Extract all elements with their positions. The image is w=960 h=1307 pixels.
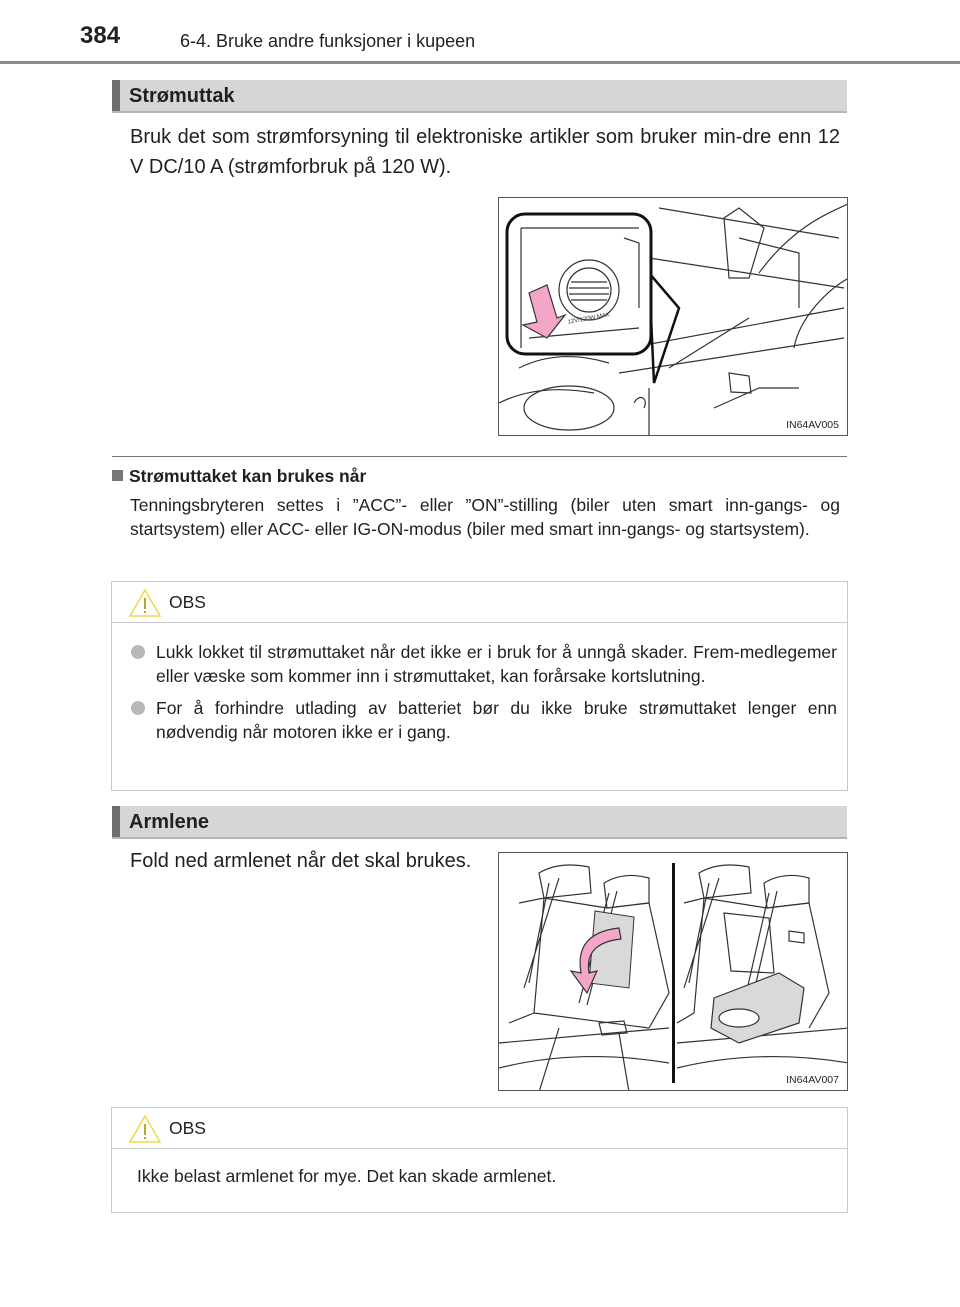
usage-text: Tenningsbryteren settes i ”ACC”- eller ”ON”-stilling (biler uten smart inn-gangs- og startsystem) eller ACC- eller IG-ON-modus (biler med smart inn-gangs- og startsystem). bbox=[130, 495, 840, 539]
notice-box-armrest bbox=[111, 1107, 848, 1213]
usage-heading-text: Strømuttaket kan brukes når bbox=[129, 466, 367, 486]
notice-header bbox=[112, 1108, 847, 1149]
bullet-dot-icon bbox=[131, 645, 145, 659]
armrest-figure bbox=[498, 852, 848, 1091]
header-divider bbox=[0, 61, 960, 64]
notice-item bbox=[112, 696, 847, 744]
armrest-notice-text: Ikke belast armlenet for mye. Det kan skade armlenet. bbox=[137, 1166, 557, 1186]
warning-triangle-icon bbox=[128, 1114, 162, 1144]
power-outlet-figure bbox=[498, 197, 848, 436]
usage-heading bbox=[112, 466, 366, 487]
armrest-text: Fold ned armlenet når det skal brukes. bbox=[130, 850, 472, 872]
figure-code-power-outlet: IN64AV005 bbox=[786, 419, 839, 431]
notice-item-text: Lukk lokket til strømuttaket når det ikke er i bruk for å unngå skader. Frem-medlegemer eller væske som kommer inn i strømuttaket, kan forårsake kortslutning. bbox=[156, 642, 837, 686]
armrest-illustration bbox=[499, 853, 848, 1091]
section-bar-marker bbox=[112, 806, 120, 837]
section-title-power-outlet: Strømuttak bbox=[129, 85, 235, 107]
section-title-bar-armrest bbox=[112, 806, 847, 839]
warning-triangle-icon bbox=[128, 588, 162, 618]
square-bullet-icon bbox=[112, 470, 123, 481]
page-number: 384 bbox=[80, 22, 121, 49]
notice-title: OBS bbox=[169, 1118, 206, 1138]
socket-label: 12V/120W MAX bbox=[567, 312, 611, 326]
notice-item-text: For å forhindre utlading av batteriet bør du ikke bruke strømuttaket lenger enn nødvendig når motoren ikke er i gang. bbox=[156, 698, 837, 742]
bullet-dot-icon bbox=[131, 701, 145, 715]
notice-title: OBS bbox=[169, 592, 206, 612]
notice-item bbox=[112, 640, 847, 688]
notice-box-power-outlet bbox=[111, 581, 848, 791]
power-outlet-intro: Bruk det som strømforsyning til elektroniske artikler som bruker min-dre enn 12 V DC/10 A (strømforbruk på 120 W). bbox=[130, 126, 840, 178]
power-outlet-illustration bbox=[499, 198, 848, 436]
content-divider bbox=[112, 456, 847, 457]
notice-header bbox=[112, 582, 847, 623]
section-header: 6-4. Bruke andre funksjoner i kupeen bbox=[180, 31, 476, 51]
figure-code-armrest: IN64AV007 bbox=[786, 1074, 839, 1086]
section-bar-marker bbox=[112, 80, 120, 111]
section-title-armrest: Armlene bbox=[129, 811, 210, 833]
section-title-bar-power-outlet bbox=[112, 80, 847, 113]
